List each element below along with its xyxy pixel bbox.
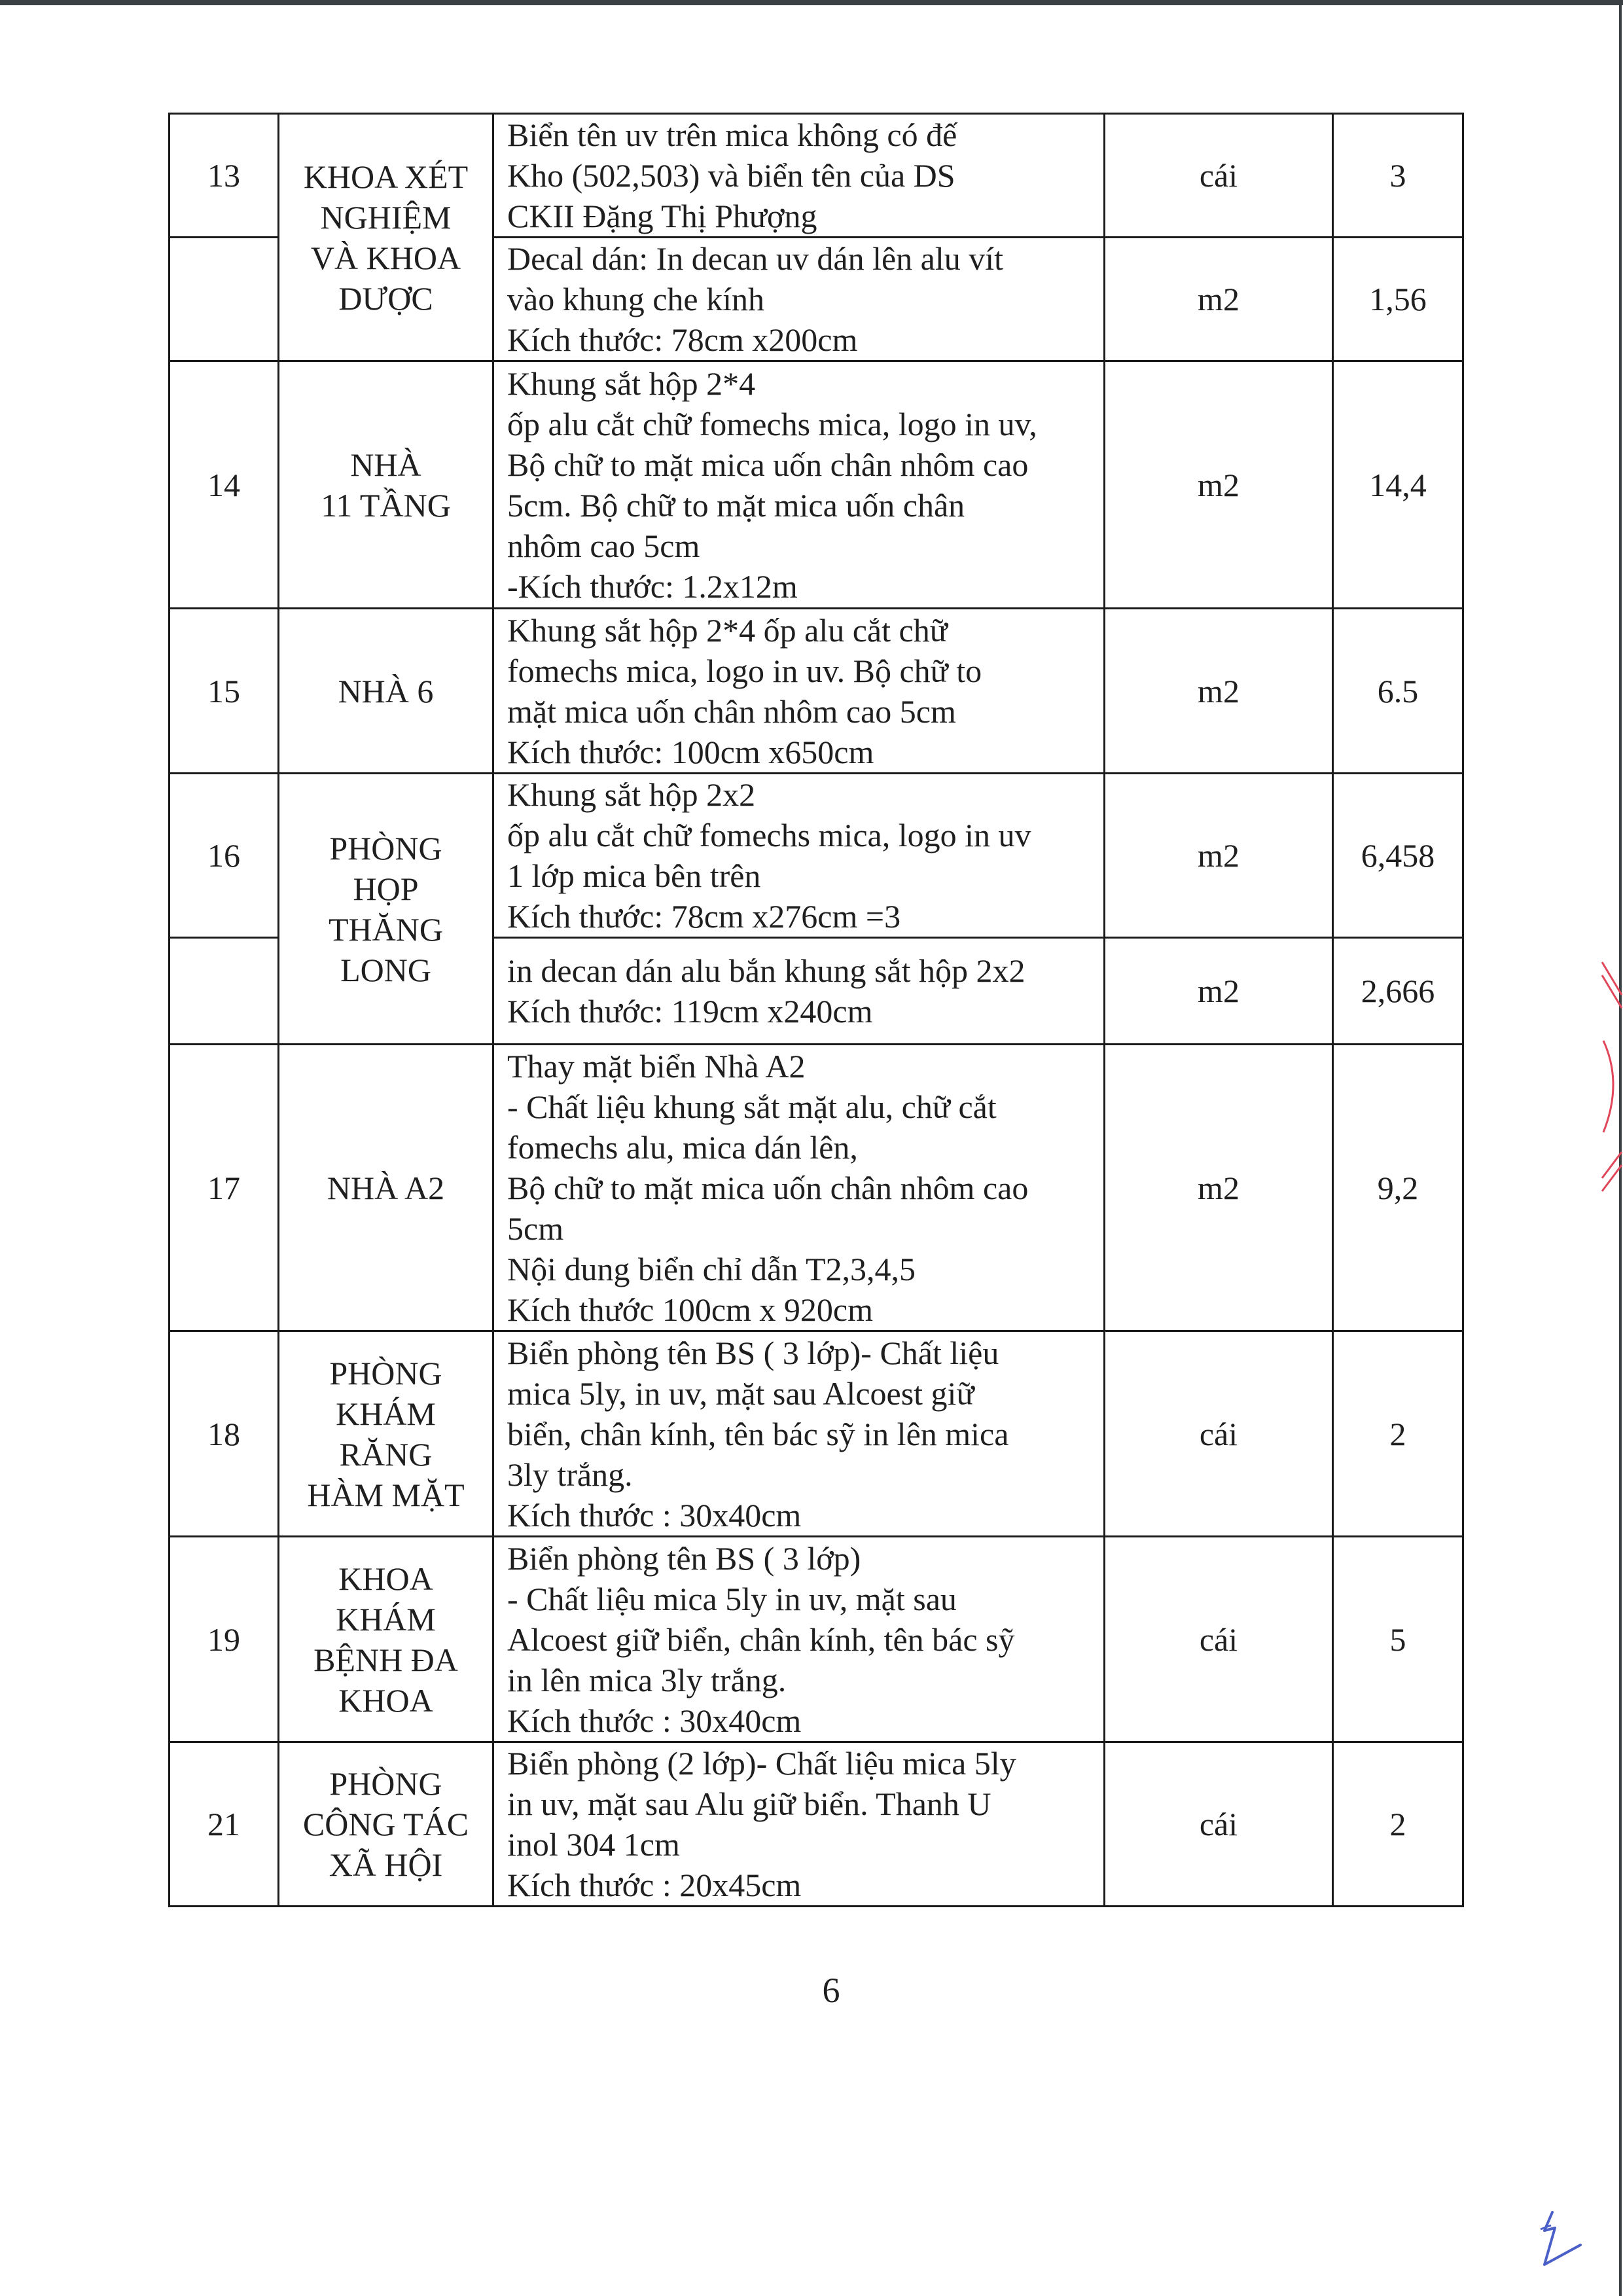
item-quantity: 6,458 [1333,774,1463,938]
item-description: Biển phòng (2 lớp)- Chất liệu mica 5ly in uv, mặt sau Alu giữ biển. Thanh U inol 304 1cm Kích thước : 20x45cm [493,1742,1105,1907]
table-row [169,114,1463,238]
row-number-empty [169,238,279,361]
item-quantity: 3 [1333,114,1463,238]
row-number: 14 [169,361,279,609]
location-name: KHOA XÉT NGHIỆM VÀ KHOA DƯỢC [303,158,469,317]
location-name: NHÀ 6 [338,672,434,709]
item-unit: m2 [1105,938,1333,1045]
location-cell [279,609,493,774]
item-description: Thay mặt biển Nhà A2 - Chất liệu khung sắt mặt alu, chữ cắt fomechs alu, mica dán lên, Bộ chữ to mặt mica uốn chân nhôm cao 5cm Nội dung biển chỉ dẫn T2,3,4,5 Kích thước 100cm x 920cm [493,1045,1105,1331]
location-name: NHÀ A2 [327,1169,445,1206]
item-description: Decal dán: In decan uv dán lên alu vít vào khung che kính Kích thước: 78cm x200cm [493,238,1105,361]
item-description: Biển tên uv trên mica không có đế Kho (502,503) và biển tên của DS CKII Đặng Thị Phượng [493,114,1105,238]
row-number: 21 [169,1742,279,1907]
location-cell [279,114,493,361]
table-row [169,1045,1463,1331]
table-row [169,1742,1463,1907]
item-unit: cái [1105,1742,1333,1907]
page-number: 6 [822,1971,840,2010]
item-quantity: 14,4 [1333,361,1463,609]
item-quantity: 5 [1333,1537,1463,1742]
item-quantity: 9,2 [1333,1045,1463,1331]
location-cell [279,1331,493,1537]
red-stamp-mark-icon [1597,942,1623,1217]
item-unit: m2 [1105,774,1333,938]
location-cell [279,774,493,1045]
table-row [169,1537,1463,1742]
row-number-empty [169,938,279,1045]
item-description: Khung sắt hộp 2*4 ốp alu cắt chữ fomechs mica, logo in uv, Bộ chữ to mặt mica uốn chân nhôm cao 5cm. Bộ chữ to mặt mica uốn chân nhôm cao 5cm -Kích thước: 1.2x12m [493,361,1105,609]
item-unit: cái [1105,114,1333,238]
item-description: Khung sắt hộp 2x2 ốp alu cắt chữ fomechs mica, logo in uv 1 lớp mica bên trên Kích thước: 78cm x276cm =3 [493,774,1105,938]
item-unit: cái [1105,1537,1333,1742]
item-unit: m2 [1105,361,1333,609]
scan-edge-top [0,0,1623,5]
item-quantity: 2 [1333,1742,1463,1907]
item-description: Khung sắt hộp 2*4 ốp alu cắt chữ fomechs mica, logo in uv. Bộ chữ to mặt mica uốn chân nhôm cao 5cm Kích thước: 100cm x650cm [493,609,1105,774]
item-description: Biển phòng tên BS ( 3 lớp) - Chất liệu mica 5ly in uv, mặt sau Alcoest giữ biển, chân kính, tên bác sỹ in lên mica 3ly trắng. Kích thước : 30x40cm [493,1537,1105,1742]
item-description: Biển phòng tên BS ( 3 lớp)- Chất liệu mica 5ly, in uv, mặt sau Alcoest giữ biển, chân kính, tên bác sỹ in lên mica 3ly trắng. Kích thước : 30x40cm [493,1331,1105,1537]
table-row [169,361,1463,609]
item-unit: m2 [1105,609,1333,774]
items-table [168,113,1464,1907]
location-name: PHÒNG KHÁM RĂNG HÀM MẶT [307,1354,465,1513]
signature-initial-icon [1531,2206,1590,2278]
row-number: 13 [169,114,279,238]
table-row [169,609,1463,774]
location-name: NHÀ 11 TẦNG [321,446,451,524]
row-number: 17 [169,1045,279,1331]
item-unit: m2 [1105,238,1333,361]
item-unit: cái [1105,1331,1333,1537]
location-name: KHOA KHÁM BỆNH ĐA KHOA [313,1560,458,1719]
item-quantity: 2,666 [1333,938,1463,1045]
location-cell [279,1537,493,1742]
table-row [169,1331,1463,1537]
item-quantity: 1,56 [1333,238,1463,361]
location-cell [279,361,493,609]
item-quantity: 2 [1333,1331,1463,1537]
row-number: 18 [169,1331,279,1537]
table-row [169,774,1463,938]
location-cell [279,1045,493,1331]
location-cell [279,1742,493,1907]
row-number: 19 [169,1537,279,1742]
location-name: PHÒNG HỌP THĂNG LONG [329,829,443,988]
location-name: PHÒNG CÔNG TÁC XÃ HỘI [302,1765,469,1883]
row-number: 16 [169,774,279,938]
item-quantity: 6.5 [1333,609,1463,774]
item-description: in decan dán alu bắn khung sắt hộp 2x2 Kích thước: 119cm x240cm [493,938,1105,1045]
item-unit: m2 [1105,1045,1333,1331]
row-number: 15 [169,609,279,774]
